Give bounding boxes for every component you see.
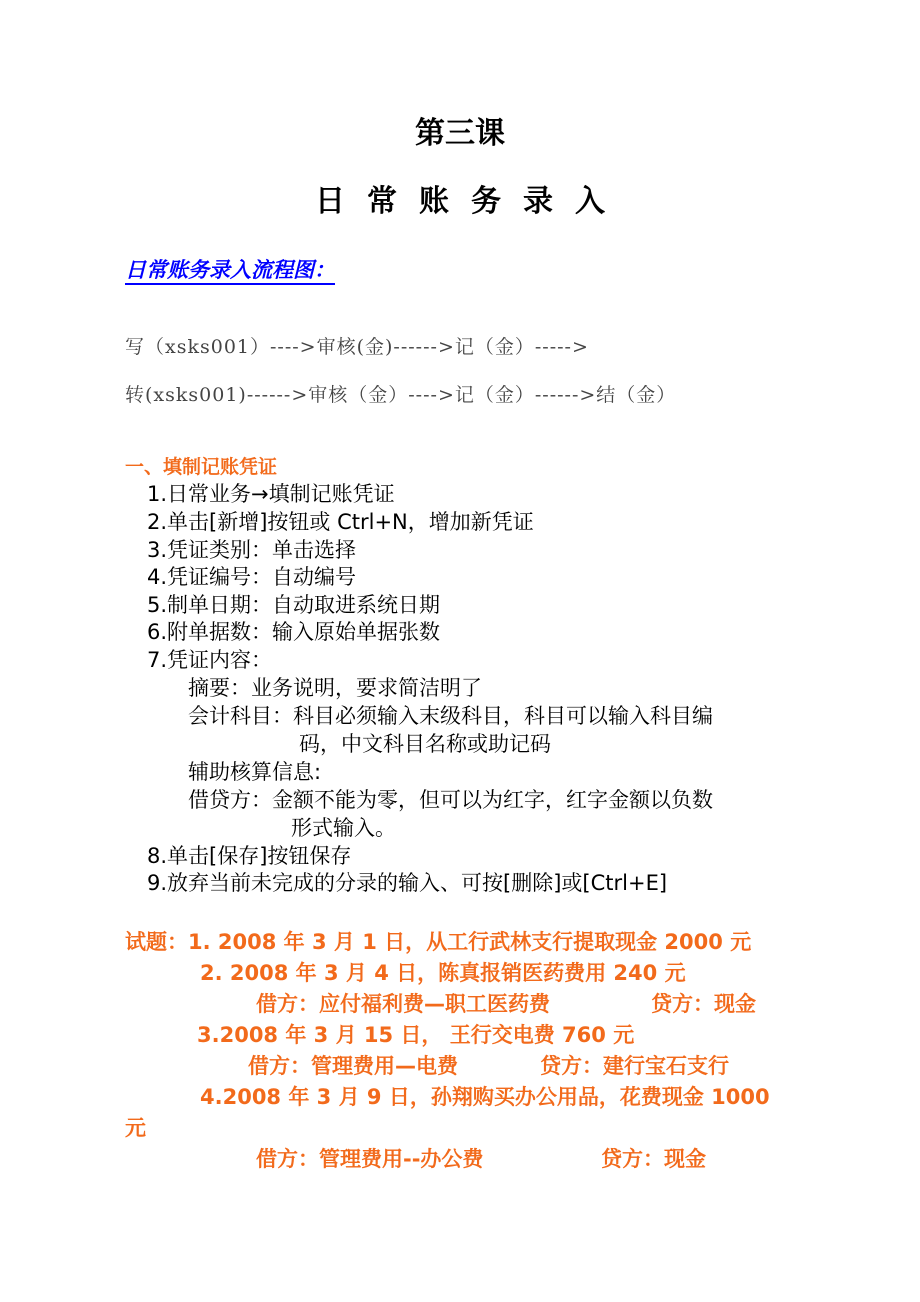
exercise-1: 试题：1. 2008 年 3 月 1 日，从工行武林支行提取现金 2000 元 [125,930,752,954]
step-6: 6.附单据数：输入原始单据张数 [147,620,441,644]
exercise-2-debit: 借方：应付福利费—职工医药费 [256,992,550,1016]
exercise-3-credit: 贷方：建行宝石支行 [540,1054,729,1078]
flowchart-line-1: 写（xsks001）---->审核(金)------>记（金）-----> [125,336,589,358]
step-5: 5.制单日期：自动取进系统日期 [147,593,441,617]
section-heading: 一、填制记账凭证 [125,456,278,478]
exercise-3-debit: 借方：管理费用—电费 [248,1054,458,1078]
flowchart-line-2: 转(xsks001)------>审核（金）---->记（金）------>结（金） [125,384,677,406]
step-3: 3.凭证类别：单击选择 [147,538,357,562]
step-2: 2.单击[新增]按钮或 Ctrl+N，增加新凭证 [147,510,534,534]
content-aux: 辅助核算信息: [188,760,322,784]
exercise-4-line2: 元 [125,1116,146,1140]
exercise-2: 2. 2008 年 3 月 4 日，陈真报销医药费用 240 元 [200,961,686,985]
content-summary: 摘要：业务说明，要求简洁明了 [188,676,482,700]
topic-title: 日常账务录入 [315,184,627,219]
step-8: 8.单击[保存]按钮保存 [147,844,352,868]
exercise-4-line1: 4.2008 年 3 月 9 日，孙翔购买办公用品，花费现金 1000 [200,1085,770,1109]
flowchart-title: 日常账务录入流程图： [125,258,335,282]
step-4: 4.凭证编号：自动编号 [147,565,357,589]
step-7: 7.凭证内容： [147,648,273,672]
exercise-4-debit: 借方：管理费用--办公费 [256,1147,484,1171]
step-9: 9.放弃当前未完成的分录的输入、可按[删除]或[Ctrl+E] [147,871,668,895]
exercise-4-credit: 贷方：现金 [601,1147,706,1171]
content-debit-credit-line1: 借贷方：金额不能为零，但可以为红字，红字金额以负数 [188,788,713,812]
exercise-3: 3.2008 年 3 月 15 日， 王行交电费 760 元 [197,1023,635,1047]
exercise-2-credit: 贷方：现金 [651,992,756,1016]
content-debit-credit-line2: 形式输入。 [291,816,396,840]
step-1: 1.日常业务→填制记账凭证 [147,482,395,506]
content-account-line1: 会计科目：科目必须输入末级科目，科目可以输入科目编 [188,704,713,728]
content-account-line2: 码，中文科目名称或助记码 [299,732,551,756]
lesson-title: 第三课 [415,116,505,151]
